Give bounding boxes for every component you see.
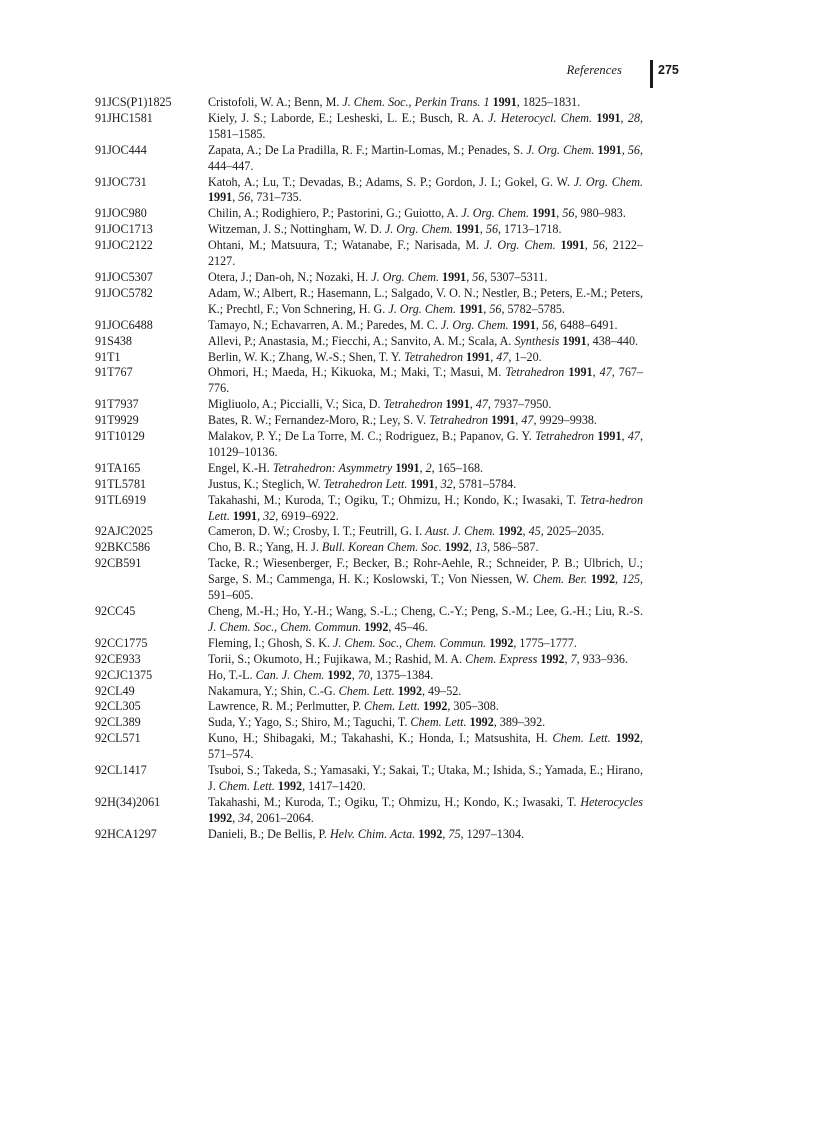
citation-italic: 56 <box>541 317 555 332</box>
citation-text: , 6919–6922. <box>275 508 339 523</box>
reference-entry <box>95 206 643 222</box>
citation-text: , 1775–1777. <box>513 635 577 650</box>
citation-text: , <box>442 826 449 841</box>
reference-citation <box>208 429 643 461</box>
citation-italic: J. Chem. Soc., Perkin Trans. 1 <box>342 95 490 109</box>
reference-entry <box>95 413 643 429</box>
citation-italic: Chem. Lett. <box>218 778 275 793</box>
citation-italic: J. Chem. Soc., Chem. Commun. <box>208 619 362 634</box>
reference-citation <box>208 604 643 636</box>
citation-text: , <box>564 651 571 666</box>
citation-text: Katoh, A.; Lu, T.; Devadas, B.; Adams, S. P.; Gordon, J. I.; Gokel, G. W. <box>208 174 574 189</box>
citation-text: Tsuboi, S.; Takeda, S.; Yamasaki, Y.; Sakai, T.; Utaka, M.; Ishida, S.; Yamada, E.; Hirano, J. <box>208 763 643 793</box>
citation-text: Ho, T.-L. <box>208 667 256 682</box>
reference-entry <box>95 731 643 763</box>
citation-text: , 2025–2035. <box>540 524 605 539</box>
citation-text: , 1417–1420. <box>302 778 366 793</box>
reference-entry <box>95 684 643 700</box>
citation-text: , 444–447. <box>208 142 643 173</box>
citation-text: , <box>232 810 239 825</box>
citation-text: , 9929–9938. <box>533 413 597 428</box>
reference-citation <box>208 477 643 493</box>
page-number: 275 <box>658 63 679 77</box>
citation-italic: 28 <box>627 110 640 125</box>
reference-entry <box>95 699 643 715</box>
citation-text: , 1581–1585. <box>208 110 644 141</box>
citation-text: , 1–20. <box>508 349 542 364</box>
citation-italic: Tetrahedron <box>535 429 594 444</box>
citation-italic: Heterocycles <box>580 794 643 809</box>
reference-key: 91T9929 <box>95 413 139 428</box>
reference-citation <box>208 95 643 111</box>
citation-italic: Can. J. Chem. <box>255 667 325 682</box>
reference-citation <box>208 270 643 286</box>
citation-text: Otera, J.; Dan-oh, N.; Nozaki, H. <box>208 269 372 284</box>
citation-text: Kiely, J. S.; Laborde, E.; Lesheski, L. E.; Busch, R. A. <box>208 110 489 125</box>
citation-text: Ohmori, H.; Maeda, H.; Kikuoka, M.; Maki, T.; Masui, M. <box>208 365 506 380</box>
citation-year: 1991 <box>492 95 517 109</box>
reference-key: 91JOC444 <box>95 142 147 157</box>
reference-citation <box>208 206 643 222</box>
reference-entry <box>95 461 643 477</box>
citation-italic: 125 <box>621 572 640 587</box>
citation-italic: J. Chem. Soc., Chem. Commun. <box>332 635 487 650</box>
reference-citation <box>208 286 643 318</box>
citation-text: , <box>515 413 522 428</box>
citation-italic: Chem. Lett. <box>410 715 467 730</box>
citation-italic: 45 <box>528 524 541 539</box>
citation-text: , <box>535 317 542 332</box>
reference-key: 92CB591 <box>95 556 142 571</box>
citation-year: 1992 <box>444 540 469 555</box>
reference-key: 92CC1775 <box>95 635 148 650</box>
reference-key: 92CL571 <box>95 731 141 746</box>
citation-year: 1991 <box>532 206 557 221</box>
header-rule <box>650 60 653 88</box>
reference-citation <box>208 715 643 731</box>
citation-italic: Chem. Lett. <box>364 699 421 714</box>
citation-year: 1992 <box>418 826 443 841</box>
citation-italic: 2 <box>425 460 432 475</box>
citation-text: Justus, K.; Steglich, W. <box>208 476 324 491</box>
running-header-section: References <box>566 63 622 77</box>
citation-italic: Chem. Lett. <box>552 731 611 746</box>
citation-text: , <box>490 349 497 364</box>
citation-year: 1991 <box>395 460 420 475</box>
citation-italic: 47 <box>599 365 612 380</box>
reference-citation <box>208 668 643 684</box>
citation-text: , <box>468 540 475 555</box>
citation-text: Cheng, M.-H.; Ho, Y.-H.; Wang, S.-L.; Cheng, C.-Y.; Peng, S.-M.; Lee, G.-H.; Liu, R.-S. <box>208 604 643 618</box>
citation-year: 1991 <box>445 397 470 412</box>
citation-text: Adam, W.; Albert, R.; Hasemann, L.; Salgado, V. O. N.; Nestler, B.; Peters, E.-M.; Peters, K.; Prechtl, F.; Von Schnering, H. G. <box>208 285 643 316</box>
reference-citation <box>208 699 643 715</box>
citation-text: , <box>592 365 600 380</box>
reference-key: 91JOC731 <box>95 174 147 189</box>
citation-text: Ohtani, M.; Matsuura, T.; Watanabe, F.; Narisada, M. <box>208 238 485 253</box>
reference-list <box>95 95 643 843</box>
reference-entry <box>95 493 643 525</box>
citation-text: , 731–735. <box>250 190 302 205</box>
reference-citation <box>208 238 643 270</box>
reference-key: 92H(34)2061 <box>95 794 161 809</box>
citation-text: , <box>584 238 593 253</box>
reference-citation <box>208 493 643 525</box>
citation-text: , 591–605. <box>208 572 644 603</box>
citation-italic: J. Org. Chem. <box>484 238 556 253</box>
reference-entry <box>95 429 643 461</box>
reference-citation <box>208 175 643 207</box>
reference-citation <box>208 556 643 604</box>
citation-text: Allevi, P.; Anastasia, M.; Fiecchi, A.; Sanvito, A. M.; Scala, A. <box>208 333 515 348</box>
citation-year: 1991 <box>442 269 467 284</box>
citation-year: 1991 <box>568 365 593 380</box>
citation-text: Lawrence, R. M.; Perlmutter, P. <box>208 699 365 714</box>
citation-italic: 56 <box>562 206 575 221</box>
reference-key: 92CL1417 <box>95 763 147 778</box>
reference-key: 92CL389 <box>95 715 141 730</box>
reference-entry <box>95 318 643 334</box>
citation-text: Tamayo, N.; Echavarren, A. M.; Paredes, M. C. <box>208 317 441 332</box>
citation-text: , <box>621 429 628 444</box>
citation-text: , 571–574. <box>208 731 643 762</box>
reference-entry <box>95 175 643 207</box>
citation-italic: 56 <box>489 301 502 316</box>
citation-italic: Tetra-hedron Lett. <box>208 492 643 523</box>
citation-italic: Synthesis <box>514 333 560 348</box>
citation-text: , 2122–2127. <box>208 238 644 269</box>
citation-text: , 767–776. <box>208 365 643 396</box>
reference-citation <box>208 827 643 843</box>
citation-italic: J. Org. Chem. <box>371 269 439 284</box>
reference-key: 91JHC1581 <box>95 110 153 125</box>
citation-italic: J. Org. Chem. <box>384 222 453 237</box>
citation-year: 1992 <box>208 810 233 825</box>
citation-year: 1991 <box>560 238 585 253</box>
citation-text: , 933–936. <box>576 651 628 666</box>
citation-italic: 56 <box>485 222 498 237</box>
citation-text: , 586–587. <box>487 540 539 555</box>
citation-year: 1991 <box>410 476 435 491</box>
citation-text: , 438–440. <box>586 333 639 348</box>
citation-italic: J. Org. Chem. <box>440 317 509 332</box>
reference-entry <box>95 477 643 493</box>
citation-italic: J. Org. Chem. <box>461 206 530 221</box>
citation-year: 1991 <box>597 429 622 444</box>
reference-key: 91TA165 <box>95 460 141 475</box>
reference-citation <box>208 318 643 334</box>
reference-key: 91JOC5782 <box>95 285 153 300</box>
reference-citation <box>208 461 643 477</box>
reference-entry <box>95 397 643 413</box>
citation-italic: Bull. Korean Chem. Soc. <box>321 540 442 555</box>
citation-italic: Chem. Lett. <box>338 683 395 698</box>
citation-text: Engel, K.-H. <box>208 460 273 475</box>
citation-text: , 7937–7950. <box>487 397 552 412</box>
citation-italic: J. Org. Chem. <box>526 142 595 157</box>
reference-entry <box>95 365 643 397</box>
citation-italic: 56 <box>592 238 605 253</box>
citation-italic: 34 <box>238 810 251 825</box>
reference-entry <box>95 143 643 175</box>
citation-year: 1991 <box>491 413 516 428</box>
reference-entry <box>95 652 643 668</box>
citation-text: , <box>479 222 486 237</box>
citation-italic: 56 <box>472 269 485 284</box>
citation-text: , <box>351 667 358 682</box>
citation-italic: J. Org. Chem. <box>388 301 457 316</box>
citation-year: 1991 <box>466 349 491 364</box>
citation-text: , 980–983. <box>574 206 626 221</box>
citation-italic: Tetrahedron <box>505 365 565 380</box>
reference-key: 92CL49 <box>95 683 135 698</box>
reference-entry <box>95 350 643 366</box>
citation-text: , <box>621 142 628 157</box>
citation-italic: Chem. Ber. <box>532 572 588 587</box>
reference-entry <box>95 270 643 286</box>
citation-italic: Tetrahedron: Asymmetry <box>272 460 393 475</box>
reference-entry <box>95 334 643 350</box>
citation-text: , <box>615 572 622 587</box>
reference-key: 92AJC2025 <box>95 524 153 539</box>
reference-key: 91JOC6488 <box>95 317 153 332</box>
citation-year: 1992 <box>327 667 352 682</box>
citation-text: , 10129–10136. <box>208 429 643 459</box>
citation-italic: 47 <box>521 413 534 428</box>
citation-text: Takahashi, M.; Kuroda, T.; Ogiku, T.; Ohmizu, H.; Kondo, K.; Iwasaki, T. <box>208 794 581 809</box>
citation-italic: 7 <box>570 651 577 666</box>
reference-citation <box>208 524 643 540</box>
citation-text: , 6488–6491. <box>554 317 618 332</box>
reference-entry <box>95 715 643 731</box>
citation-text: , 1713–1718. <box>498 222 562 237</box>
reference-citation <box>208 350 643 366</box>
citation-italic: Chem. Express <box>465 651 538 666</box>
reference-key: 92HCA1297 <box>95 826 157 841</box>
citation-italic: 47 <box>627 429 640 444</box>
citation-text: , <box>469 397 476 412</box>
citation-year: 1991 <box>562 333 587 348</box>
citation-text: , <box>419 460 426 475</box>
citation-text: Cho, B. R.; Yang, H. J. <box>208 540 322 555</box>
citation-year: 1991 <box>455 222 480 237</box>
reference-citation <box>208 397 643 413</box>
reference-entry <box>95 668 643 684</box>
citation-italic: 70 <box>357 667 370 682</box>
citation-text: Suda, Y.; Yago, S.; Shiro, M.; Taguchi, T. <box>208 715 411 730</box>
citation-year: 1992 <box>469 715 494 730</box>
reference-entry <box>95 286 643 318</box>
reference-entry <box>95 95 643 111</box>
reference-entry <box>95 556 643 604</box>
citation-year: 1992 <box>423 699 448 714</box>
citation-text: , <box>483 301 490 316</box>
citation-year: 1992 <box>489 635 514 650</box>
citation-year: 1991 <box>596 110 621 125</box>
citation-text: , <box>522 524 529 539</box>
reference-citation <box>208 334 643 350</box>
reference-entry <box>95 795 643 827</box>
reference-citation <box>208 143 643 175</box>
reference-entry <box>95 111 643 143</box>
citation-text: Chilin, A.; Rodighiero, P.; Pastorini, G.; Guiotto, A. <box>208 206 462 221</box>
citation-italic: 75 <box>448 826 461 841</box>
citation-text: , 1825–1831. <box>516 95 581 109</box>
citation-text: , 45–46. <box>388 619 428 634</box>
reference-citation <box>208 540 643 556</box>
citation-text: , 5781–5784. <box>452 476 517 491</box>
reference-citation <box>208 222 643 238</box>
reference-key: 92CJC1375 <box>95 667 153 682</box>
citation-text: Bates, R. W.; Fernandez-Moro, R.; Ley, S. V. <box>208 413 430 428</box>
citation-italic: 47 <box>496 349 509 364</box>
citation-italic: Tetrahedron <box>383 397 443 412</box>
reference-key: 91T767 <box>95 365 133 380</box>
reference-citation <box>208 795 643 827</box>
citation-italic: Helv. Chim. Acta. <box>329 826 416 841</box>
citation-italic: 47 <box>475 397 488 412</box>
reference-entry <box>95 540 643 556</box>
citation-year: 1991 <box>511 317 536 332</box>
citation-italic: J. Org. Chem. <box>573 174 643 189</box>
citation-year: 1992 <box>364 619 389 634</box>
reference-key: 91JOC1713 <box>95 222 153 237</box>
reference-citation <box>208 731 643 763</box>
reference-key: 91S438 <box>95 333 132 348</box>
reference-key: 92CL305 <box>95 699 141 714</box>
citation-text: Witzeman, J. S.; Nottingham, W. D. <box>208 222 385 237</box>
citation-year: 1992 <box>498 524 523 539</box>
citation-year: 1992 <box>615 731 640 746</box>
reference-entry <box>95 636 643 652</box>
citation-italic: 13 <box>475 540 488 555</box>
citation-year: 1991 <box>232 508 258 523</box>
citation-text: , 305–308. <box>447 699 499 714</box>
reference-key: 91T10129 <box>95 429 145 444</box>
citation-year: 1991 <box>459 301 484 316</box>
citation-text: , 2061–2064. <box>250 810 314 825</box>
citation-text: , <box>556 206 563 221</box>
reference-entry <box>95 238 643 270</box>
citation-text: , <box>466 269 473 284</box>
reference-key: 91TL5781 <box>95 476 147 491</box>
citation-text: , 5307–5311. <box>484 269 548 284</box>
citation-text: , 165–168. <box>431 460 484 475</box>
running-header <box>560 60 690 88</box>
reference-citation <box>208 652 643 668</box>
citation-text: Berlin, W. K.; Zhang, W.-S.; Shen, T. Y. <box>208 349 405 364</box>
citation-italic: 56 <box>627 142 640 157</box>
citation-text: Torii, S.; Okumoto, H.; Fujikawa, M.; Rashid, M. A. <box>208 651 466 666</box>
reference-citation <box>208 413 643 429</box>
citation-italic: J. Heterocycl. Chem. <box>488 110 593 125</box>
reference-key: 91JOC2122 <box>95 238 153 253</box>
reference-key: 92CC45 <box>95 604 136 618</box>
citation-text: , <box>434 476 441 491</box>
citation-text: Nakamura, Y.; Shin, C.-G. <box>208 683 339 698</box>
citation-text: Malakov, P. Y.; De La Torre, M. C.; Rodriguez, B.; Papanov, G. Y. <box>208 429 536 444</box>
reference-entry <box>95 524 643 540</box>
citation-text: Migliuolo, A.; Piccialli, V.; Sica, D. <box>208 397 384 412</box>
reference-key: 91JCS(P1)1825 <box>95 95 172 109</box>
citation-year: 1992 <box>397 683 422 698</box>
citation-text: , <box>232 190 239 205</box>
citation-text: Cristofoli, W. A.; Benn, M. <box>208 95 343 109</box>
reference-key: 91JOC5307 <box>95 269 153 284</box>
citation-italic: Aust. J. Chem. <box>425 524 496 539</box>
reference-citation <box>208 636 643 652</box>
citation-italic: Tetrahedron <box>429 413 489 428</box>
citation-text: , 49–52. <box>422 683 462 698</box>
citation-text: , <box>257 508 264 523</box>
reference-key: 91TL6919 <box>95 492 147 507</box>
citation-text: Fleming, I.; Ghosh, S. K. <box>208 635 333 650</box>
citation-text: , 5782–5785. <box>501 301 565 316</box>
citation-text: Tacke, R.; Wiesenberger, F.; Becker, B.; Rohr-Aehle, R.; Schneider, P. B.; Ulbrich, U.; Sarge, S. M.; Cammenga, H. K.; Koslowski, T.; Von Niessen, W. <box>208 556 643 587</box>
reference-citation <box>208 684 643 700</box>
reference-key: 92CE933 <box>95 651 141 666</box>
citation-text: , 1375–1384. <box>369 667 434 682</box>
reference-citation <box>208 111 643 143</box>
reference-key: 91T1 <box>95 349 121 364</box>
reference-entry <box>95 763 643 795</box>
citation-italic: Tetrahedron <box>404 349 464 364</box>
citation-text: Danieli, B.; De Bellis, P. <box>208 826 330 841</box>
reference-entry <box>95 222 643 238</box>
reference-key: 91JOC980 <box>95 206 147 221</box>
reference-citation <box>208 763 643 795</box>
reference-key: 91T7937 <box>95 397 139 412</box>
citation-text: , 389–392. <box>493 715 546 730</box>
citation-year: 1992 <box>540 651 565 666</box>
citation-italic: 32 <box>440 476 453 491</box>
citation-year: 1992 <box>590 572 616 587</box>
citation-text: Zapata, A.; De La Pradilla, R. F.; Martin-Lomas, M.; Penades, S. <box>208 142 527 157</box>
citation-italic: 32 <box>263 508 276 523</box>
citation-year: 1991 <box>208 190 233 205</box>
citation-italic: Tetrahedron Lett. <box>323 476 408 491</box>
citation-text: , <box>620 110 628 125</box>
citation-italic: 56 <box>238 190 251 205</box>
citation-year: 1991 <box>597 142 622 157</box>
reference-entry <box>95 827 643 843</box>
reference-key: 92BKC586 <box>95 540 151 555</box>
citation-text: Cameron, D. W.; Crosby, I. T.; Feutrill, G. I. <box>208 524 426 539</box>
citation-text: , 1297–1304. <box>460 826 525 841</box>
citation-year: 1992 <box>277 778 303 793</box>
citation-text: Kuno, H.; Shibagaki, M.; Takahashi, K.; Honda, I.; Matsushita, H. <box>208 731 553 746</box>
reference-citation <box>208 365 643 397</box>
citation-text: Takahashi, M.; Kuroda, T.; Ogiku, T.; Ohmizu, H.; Kondo, K.; Iwasaki, T. <box>208 492 581 507</box>
reference-entry <box>95 604 643 636</box>
